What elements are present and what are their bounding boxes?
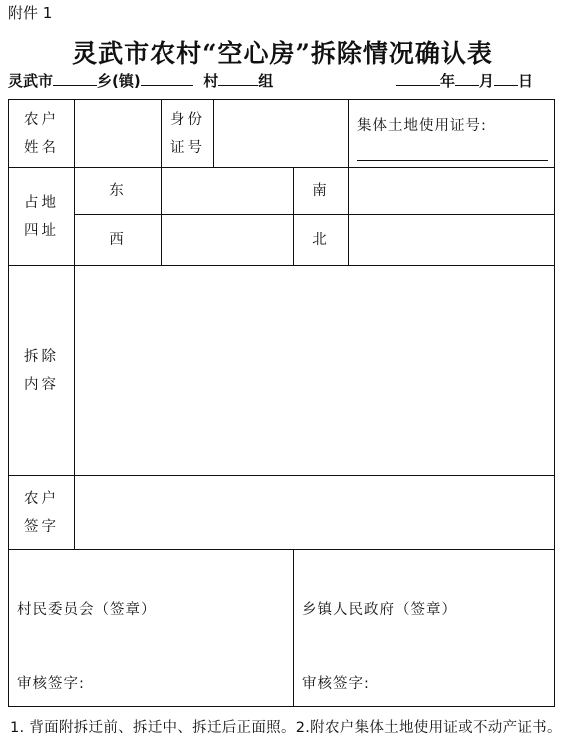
land-certificate-blank xyxy=(357,159,548,161)
boundary-label: 占地 四址 xyxy=(9,168,75,266)
footnote: 1. 背面附拆迁前、拆迁中、拆迁后正面照。2.附农户集体土地使用证或不动产证书。 xyxy=(10,720,562,736)
farmer-name-field[interactable] xyxy=(75,100,162,168)
id-number-field[interactable] xyxy=(214,100,349,168)
farmer-signature-label: 农户 签字 xyxy=(9,476,75,550)
south-field[interactable] xyxy=(349,168,555,215)
west-field[interactable] xyxy=(162,215,294,266)
north-field[interactable] xyxy=(349,215,555,266)
review-signature-label-left: 审核签字: xyxy=(17,676,85,692)
land-certificate-label: 集体土地使用证号: xyxy=(357,118,487,134)
id-number-label: 身份 证号 xyxy=(162,100,214,168)
blank-line xyxy=(455,71,479,86)
east-field[interactable] xyxy=(162,168,294,215)
city-label: 灵武市 xyxy=(8,72,54,90)
day-label: 日 xyxy=(518,72,534,90)
address-line xyxy=(8,70,273,91)
village-committee-label: 村民委员会（签章） xyxy=(17,602,157,618)
blank-line xyxy=(494,71,518,86)
land-certificate-cell[interactable] xyxy=(349,100,555,168)
north-label: 北 xyxy=(294,215,349,266)
west-label: 西 xyxy=(75,215,162,266)
blank-line xyxy=(396,71,440,86)
farmer-signature-field[interactable] xyxy=(75,476,555,550)
review-signature-label-right: 审核签字: xyxy=(302,676,370,692)
page-title: 灵武市农村“空心房”拆除情况确认表 xyxy=(72,39,493,68)
blank-line xyxy=(218,71,258,86)
blank-line xyxy=(53,71,97,86)
blank-line xyxy=(141,71,193,86)
year-label: 年 xyxy=(440,72,456,90)
demolition-content-label: 拆除 内容 xyxy=(9,266,75,476)
demolition-content-field[interactable] xyxy=(75,266,555,476)
east-label: 东 xyxy=(75,168,162,215)
date-line xyxy=(396,70,533,91)
group-label: 组 xyxy=(258,72,274,90)
township-government-cell[interactable] xyxy=(294,550,555,707)
village-committee-cell[interactable] xyxy=(9,550,294,707)
confirmation-form-table xyxy=(8,99,555,707)
township-government-label: 乡镇人民政府（签章） xyxy=(302,602,457,618)
month-label: 月 xyxy=(479,72,495,90)
attachment-label: 附件 1 xyxy=(8,4,53,22)
village-label: 村 xyxy=(203,72,219,90)
farmer-name-label: 农户 姓名 xyxy=(9,100,75,168)
township-label: 乡(镇) xyxy=(97,72,141,90)
south-label: 南 xyxy=(294,168,349,215)
